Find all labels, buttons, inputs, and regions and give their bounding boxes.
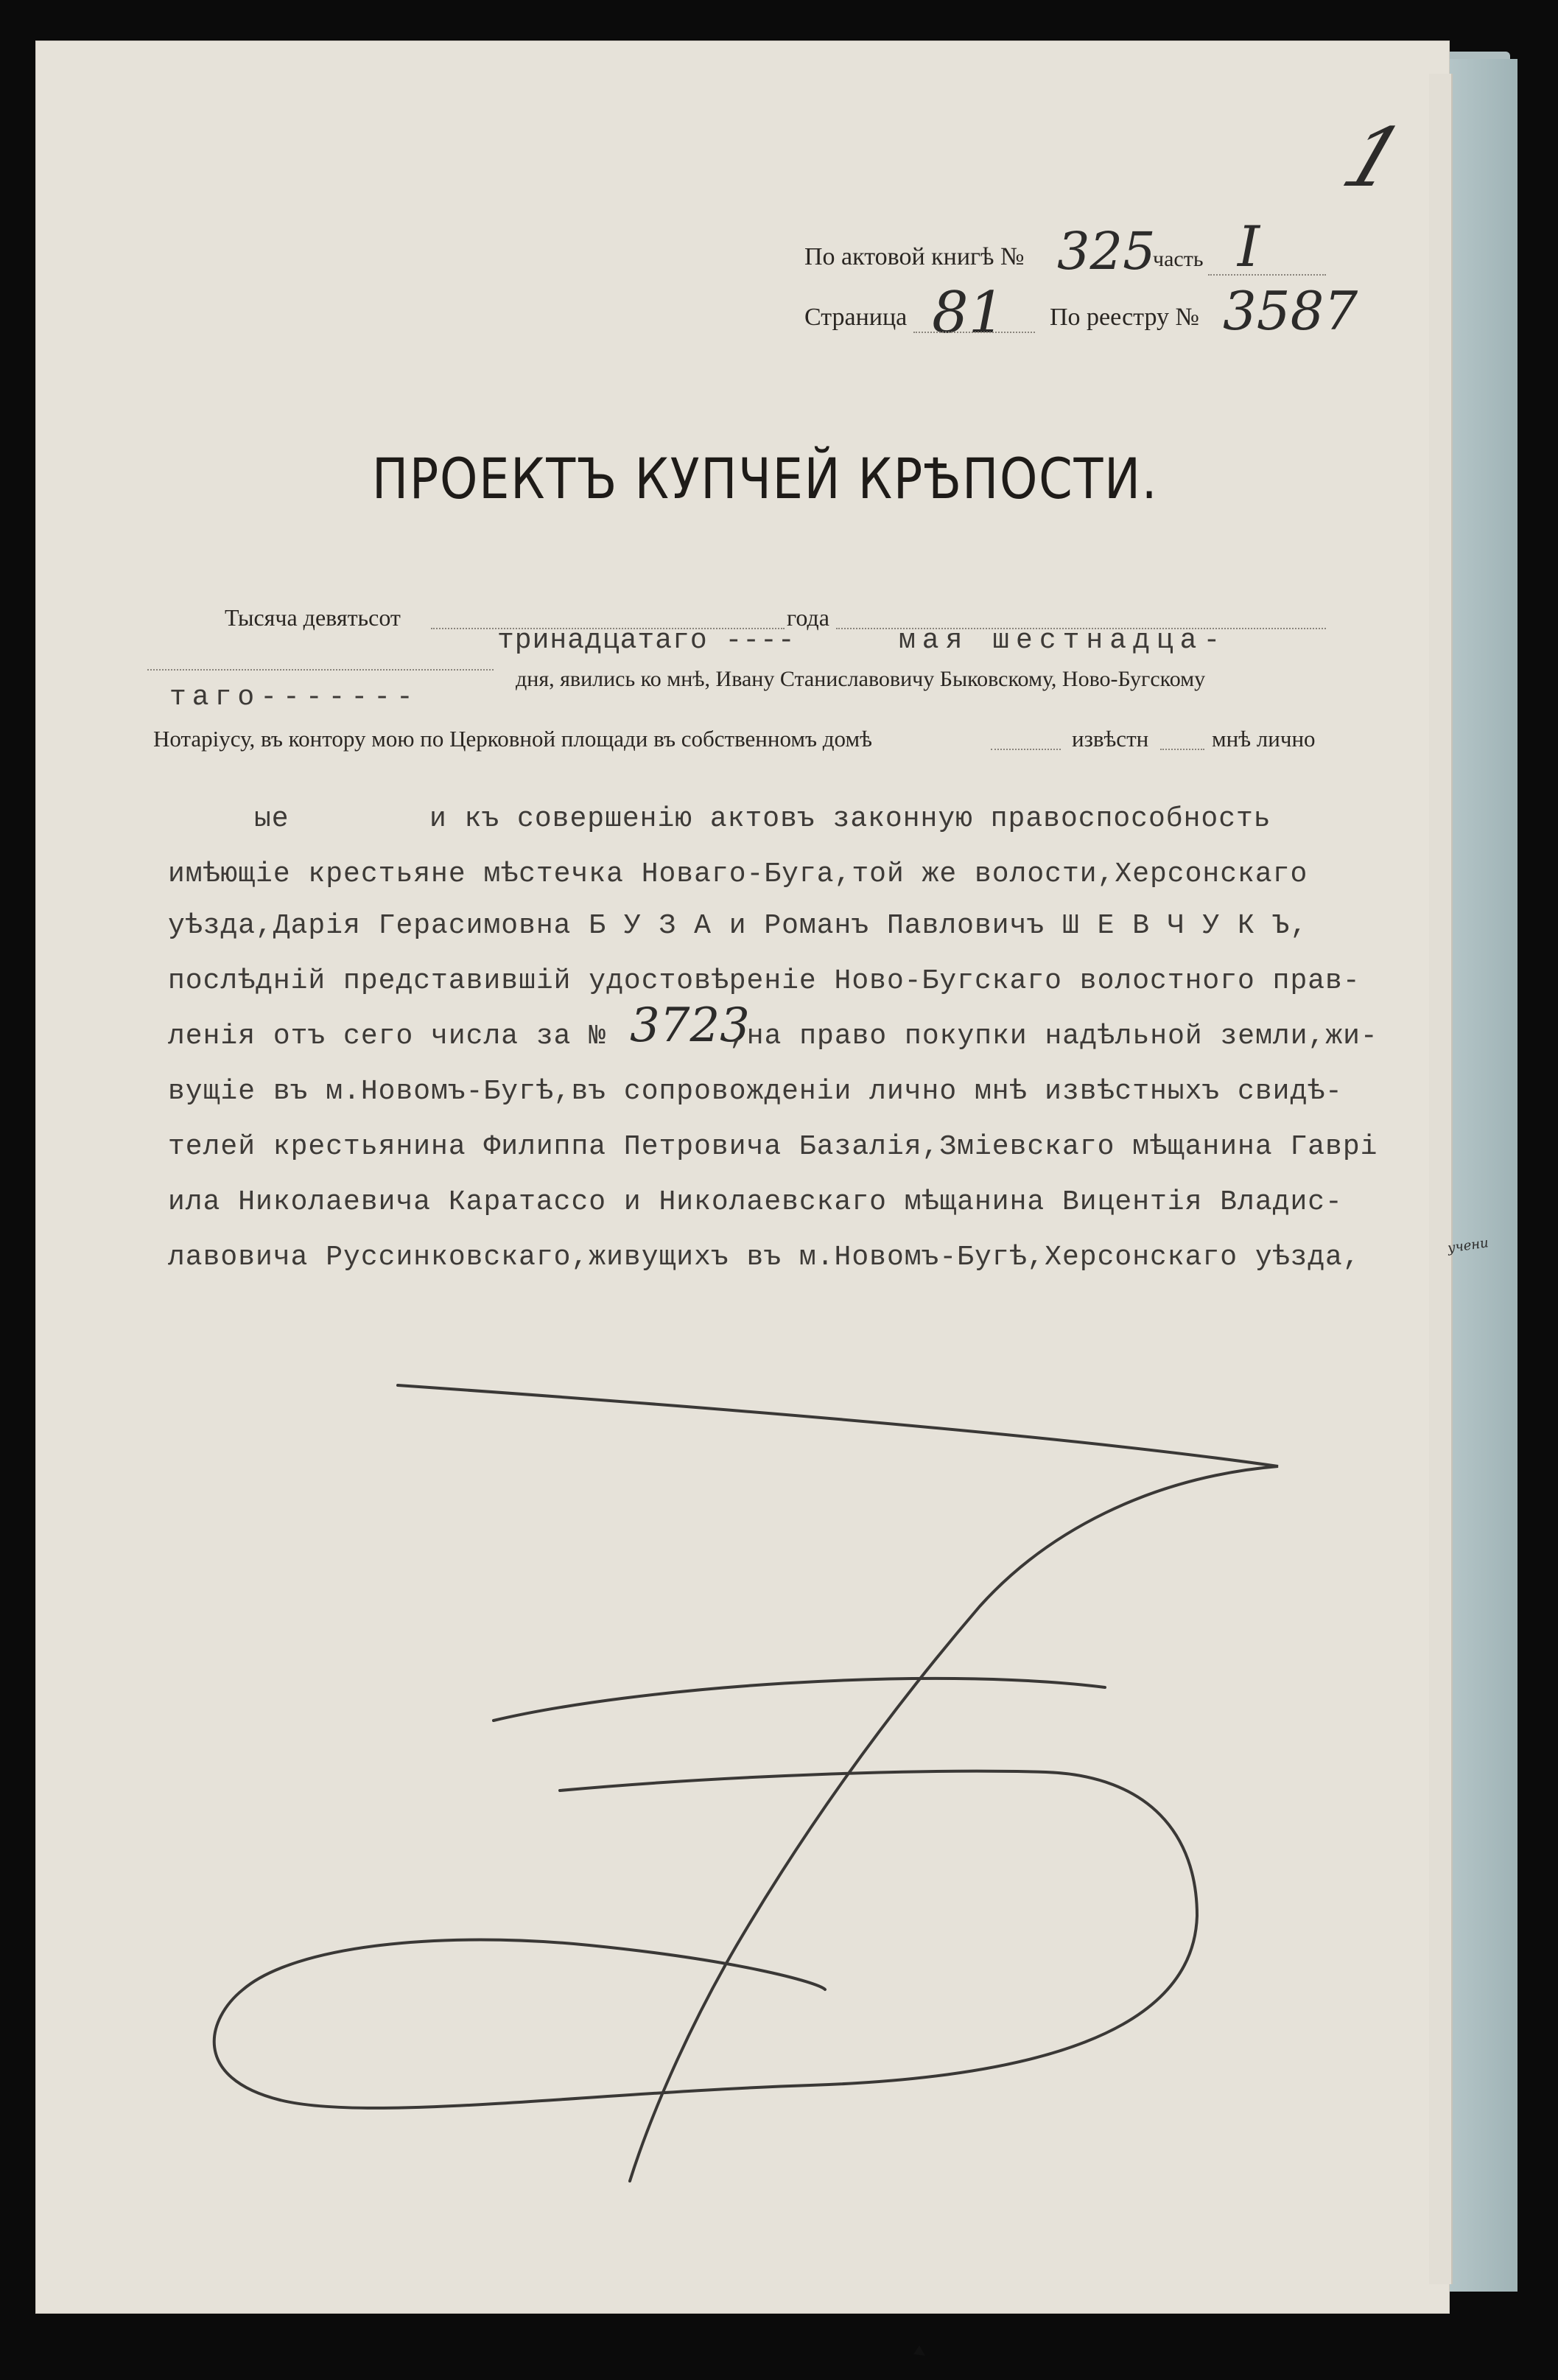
- body-line-8: ила Николаевича Каратассо и Николаевскаго мѣщанина Вицентія Владис-: [168, 1186, 1343, 1218]
- document-title: ПРОЕКТЪ КУПЧЕЙ КРѢПОСТИ.: [372, 446, 1159, 511]
- body-line-2: имѣющіе крестьяне мѣстечка Новаго-Буга,той же волости,Херсонскаго: [168, 858, 1308, 890]
- body-line-7: телей крестьянина Филиппа Петровича Базалія,Зміевскаго мѣщанина Гаврі: [168, 1131, 1378, 1163]
- certificate-number: 3723: [630, 998, 750, 1053]
- ink-mark: [913, 2345, 925, 2356]
- year-label: Тысяча девятьсот: [225, 604, 401, 631]
- body-line-1: ые и къ совершенію актовъ законную правоспособность: [254, 803, 1271, 835]
- known-text: мнѣ лично: [1212, 726, 1316, 752]
- body-line-6: вущіе въ м.Новомъ-Бугѣ,въ сопровожденіи лично мнѣ извѣстныхъ свидѣ-: [168, 1076, 1343, 1107]
- notary-text: Нотаріусу, въ контору мою по Церковной площади въ собственномъ домѣ: [153, 726, 872, 752]
- day-text: дня, явились ко мнѣ, Ивану Станиславовичу Быковскому, Ново-Бугскому: [516, 667, 1206, 691]
- part-label: часть: [1153, 247, 1204, 271]
- registry-label: По реестру №: [1050, 304, 1199, 331]
- body-line-3: уѣзда,Дарія Герасимовна Б У З А и Романъ Павловичъ Ш Е В Ч У К Ъ,: [168, 910, 1308, 942]
- body-line-5: ленія отъ сего числа за №: [168, 1021, 607, 1052]
- page-label: Страница: [804, 304, 908, 331]
- part-value: I: [1238, 214, 1260, 279]
- day-value-cont: таго-------: [169, 682, 419, 713]
- act-book-value: 325: [1057, 221, 1156, 281]
- body-line-9: лавовича Руссинковскаго,живущихъ въ м.Новомъ-Бугѣ,Херсонскаго уѣзда,: [168, 1242, 1361, 1273]
- act-book-label: По актовой книгѣ №: [804, 243, 1025, 270]
- year-value: тринадцатаго ----: [497, 625, 796, 657]
- page-value: 81: [932, 280, 1006, 346]
- registry-value: 3587: [1223, 280, 1358, 342]
- body-line-5-rest: ,на право покупки надѣльной земли,жи-: [729, 1021, 1378, 1052]
- body-line-4: послѣдній представившій удостовѣреніе Ново-Бугскаго волостного прав-: [168, 965, 1361, 997]
- year-word: года: [787, 604, 829, 631]
- day-value: мая шестнадца-: [899, 625, 1227, 657]
- page-number-mark: 1: [1330, 111, 1417, 205]
- known-label: извѣстн: [1072, 726, 1149, 752]
- margin-note: учени: [1446, 1235, 1489, 1256]
